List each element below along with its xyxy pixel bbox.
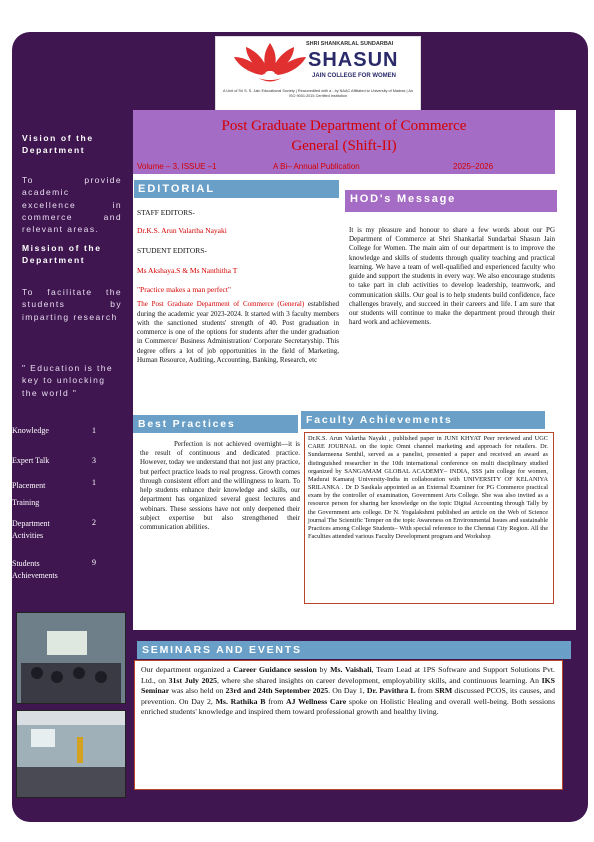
editorial-bar [134, 180, 339, 198]
stat-department [12, 518, 96, 542]
seminars-box [134, 660, 563, 790]
brand-fine: A Unit of Sri S. S. Jain Educational Society | Reaccredited with a - by NAAC Affiliated to University of Madras | An ISO 9001:2015 Certified Institution [223, 89, 413, 99]
year-label: 2025–2026 [453, 162, 494, 171]
editorial-body [137, 300, 339, 365]
event-photo-1 [16, 612, 126, 704]
hod-bar [345, 190, 557, 212]
stat-value: 1 [92, 426, 96, 435]
publication-label: A Bi– Annual Publication [273, 162, 360, 171]
best-practices-body: Perfection is not achieved overnight—it is the result of continuous and dedicated practice. However, today we understand that not just any practice, but perfect practice leads to real progress. Growth comes through consistent effort and the willingness to learn. To help students enhance their knowledge and skills, our department has organized several guest lectures and webinars. These sessions have not only deepened their subject expertise but also strengthened their communication abilities. [140, 440, 300, 532]
stat-placement [12, 478, 96, 512]
sidebar-quote: " Education is the key to unlocking the world " [22, 363, 114, 398]
best-practices-heading: Best Practices [138, 418, 236, 430]
brand-sub: JAIN COLLEGE FOR WOMEN [312, 73, 396, 79]
editorial-body-text: established during the academic year 2023-2024. It started with 3 faculty members with the sanctioned students' strength of 40. Post graduation in commerce is one of the options for students after the under graduation in Commerce/ Business Administration/ Corporate Secretaryship. This degree offers a lot of job opportunities in the field of Marketing, Human Resource, Auditing, Accounting, Banking, Research, etc [137, 300, 339, 364]
brand-main: SHASUN [308, 49, 399, 71]
stat-value: 1 [92, 478, 96, 487]
seminars-body: Our department organized a Career Guidance session by Ms. Vaishali, Team Lead at 1PS Software and Support Solutions Pvt. Ltd., on 31st July 2025, where she shared insights on career development, employability skills, and continuous learning. An IKS Seminar was also held on 23rd and 24th September 2025. On Day 1, Dr. Pavithra L from SRM discussed PCOS, its causes, and prevention. On Day 2, Ms. Rathika B from AJ Wellness Care spoke on Holistic Healing and overall well-being. Both sessions enriched students' knowledge and inspired them toward professional growth and healthy living. [141, 665, 555, 717]
hod-message: It is my pleasure and honour to share a few words about our PG Department of Commerce at Shri Shankarlal Sundarbai Shasun Jain College for Women. The main aim of our department is to improve the knowledge and skills of students through quality teaching and practical learning. We have a team of well-qualified and experienced faculty who guide and support the students in every way. We also encourage students to take part in club activities to develop leadership, teamwork, and communication skills. Our goal is to help students build confidence, face challenges bravely, and succeed in their careers and life. I am sure that our students will continue to make the department proud through their hard work and achievements. [349, 226, 555, 327]
vision-heading: Vision of the Department [22, 133, 94, 156]
stat-value: 2 [92, 518, 96, 527]
college-logo [215, 36, 421, 112]
event-photo-2 [16, 710, 126, 798]
staff-editor-names: Dr.K.S. Arun Valartha Nayaki [137, 225, 227, 235]
editorial-quote: "Practice makes a man perfect" [137, 284, 231, 294]
student-editor-names: Ms Akshaya.S & Ms Nanthitha T [137, 265, 238, 275]
editorial-section [137, 208, 339, 365]
title-line-2: General (Shift-II) [291, 138, 397, 155]
classroom-photo-icon [17, 613, 125, 703]
seminars-heading: SEMINARS AND EVENTS [142, 644, 302, 656]
student-editors-label: STUDENT EDITORS- [137, 245, 207, 255]
stat-label: Placement Training [12, 481, 46, 507]
stat-students [12, 558, 96, 582]
stat-label: Expert Talk [12, 456, 50, 465]
stat-label: Department Activities [12, 519, 50, 540]
faculty-body: Dr.K.S. Arun Valartha Nayaki , published paper in JUNI KHYAT Peer reviewed and UGC CARE JOURNAL on the topic Omni channel marketing and approach for retailers. Dr. Sundarmeena Senthil, served as a panelist, presented a paper and received an award as distinguished researcher in the 10th international conference on multi disciplinary studied organized by SANGAMAM GLOBAL ACADEMY– INDIA, SSS jain college for women, Madurai Kamaraj University-India in collaboration with UNIVERSITY OF KELANIYA SRILANKA . Dr D Sasikala appointed as an External Examiner for PG Commerce practical exam by the controller of examination, Government Arts College. She was also invited as a resource person for sharing her knowledge on the topic Digital Accounting through Tally by the Government arts college. Dr N. Yogalakshmi published an article on the Web of Science journal The Scientific Temper on the topic Awareness on Environmental Issues and sustainable Practices among College Students– With special reference to the Chennai City Region. All the Faculties attended various Faculty Development program and Workshop [308, 435, 548, 541]
brand-top: SHRI SHANKARLAL SUNDARBAI [306, 41, 394, 47]
stat-label: Knowledge [12, 426, 49, 435]
best-practices-bar [133, 415, 298, 433]
editorial-heading: EDITORIAL [138, 183, 216, 195]
stat-value: 3 [92, 456, 96, 465]
faculty-box [304, 432, 554, 604]
newsletter-title [133, 116, 555, 157]
title-line-1: Post Graduate Department of Commerce [221, 118, 467, 134]
volume-label: Volume – 3, ISSUE –1 [137, 162, 217, 171]
editorial-body-highlight: The Post Graduate Department of Commerce (General) [137, 300, 305, 309]
stat-value: 9 [92, 558, 96, 567]
vision-text: To provide academic excellence in commerce and relevant areas. [22, 175, 122, 235]
stat-label: Students Achievements [12, 559, 58, 580]
faculty-bar [301, 411, 545, 429]
faculty-heading: Faculty Achievements [306, 414, 453, 426]
staff-editors-label: STAFF EDITORS- [137, 208, 195, 217]
stat-expert-talk [12, 456, 108, 465]
seminar-photo-icon [17, 711, 125, 797]
hod-heading: HOD's Message [350, 193, 457, 205]
title-banner [133, 110, 555, 174]
mission-heading: Mission of the Department [22, 243, 102, 266]
stat-knowledge [12, 426, 108, 435]
seminars-bar [137, 641, 571, 659]
mission-text: To facilitate the students by imparting research [22, 287, 122, 322]
